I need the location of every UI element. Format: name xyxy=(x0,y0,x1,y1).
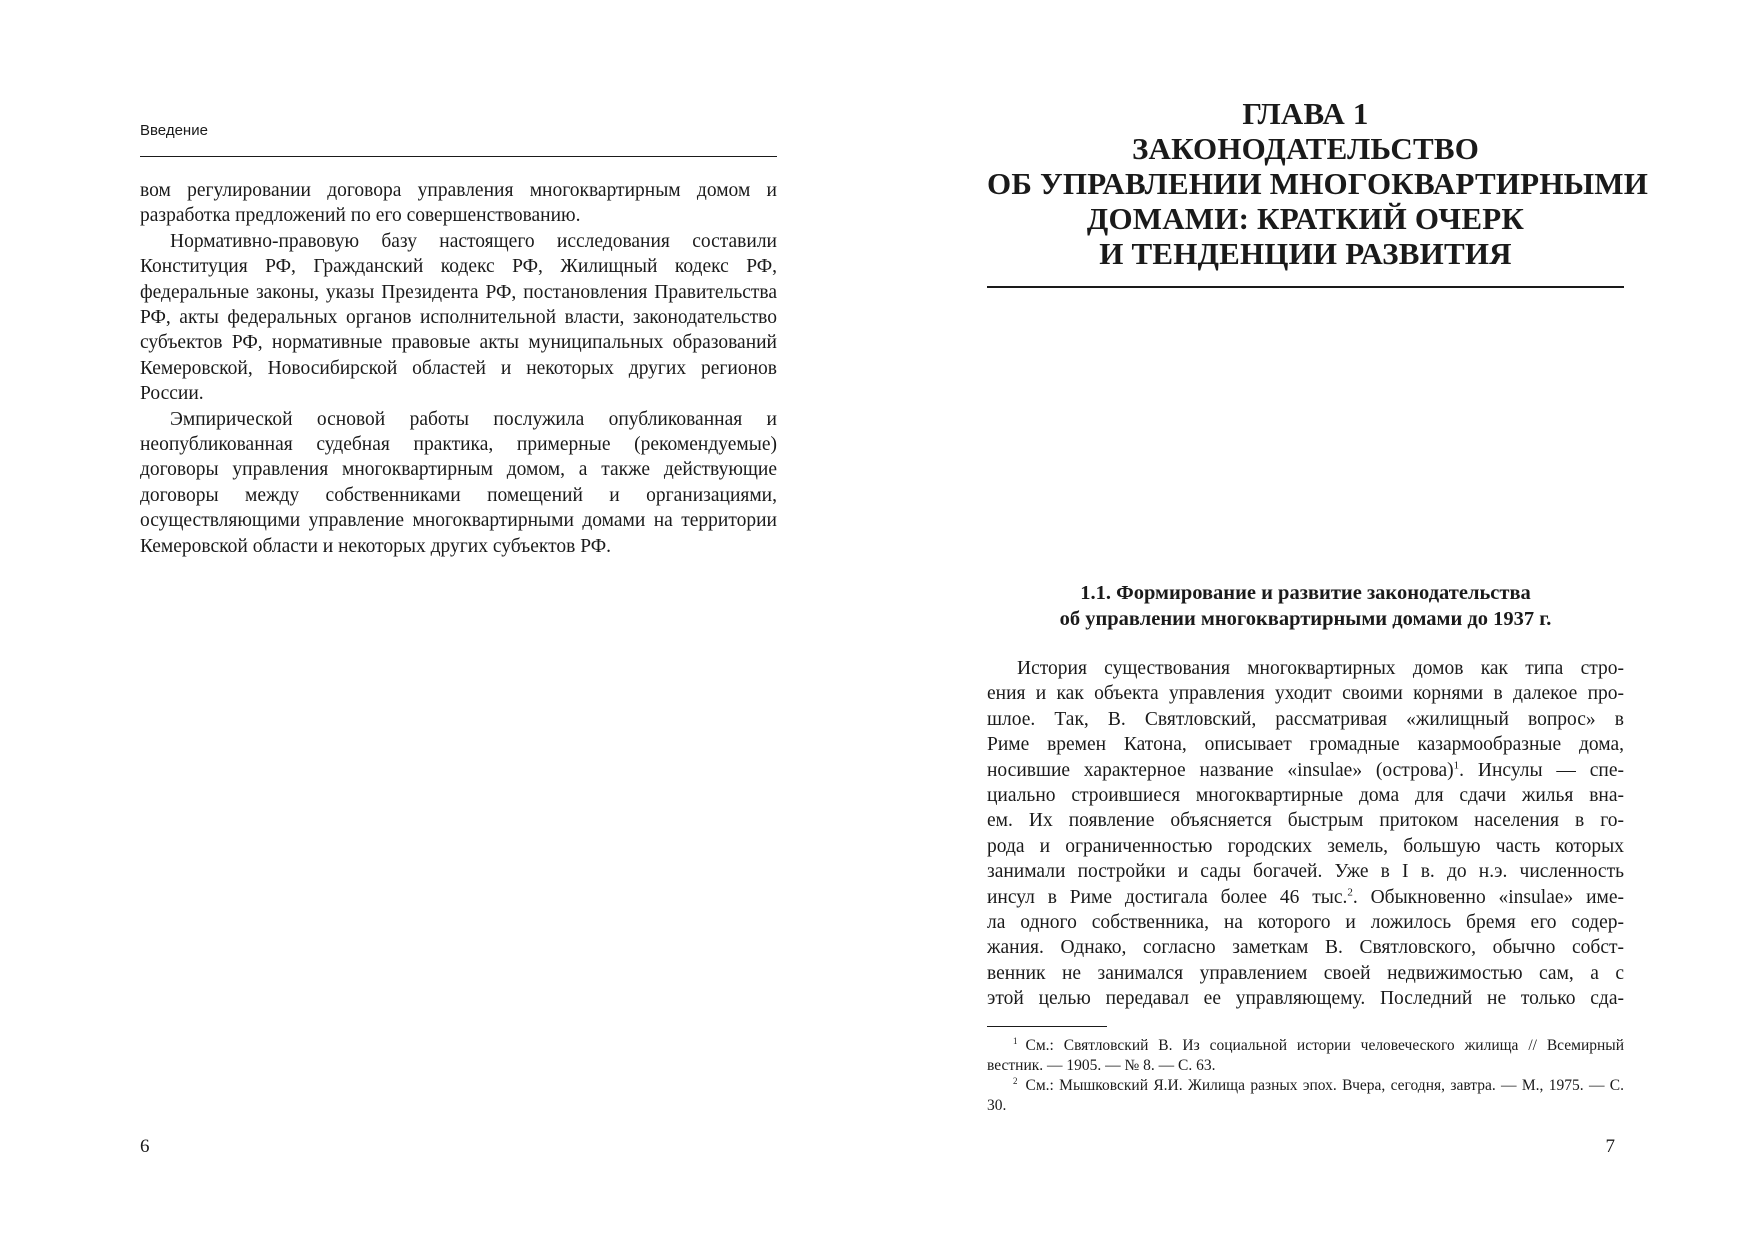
paragraph: Нормативно-правовую базу настоящего исследования составили Конституция РФ, Гражданский кодекс РФ, Жилищный кодекс РФ, федеральные законы, указы Президента РФ, постановления Правительства РФ, акты федеральных органов исполнительной власти, законодательство субъектов РФ, нормативные правовые акты муниципальных образований Кемеровской, Новосибирской областей и некоторых других регионов России. xyxy=(140,230,777,405)
footnote-mark: 2 xyxy=(1013,1075,1018,1086)
chapter-heading-line: И ТЕНДЕНЦИИ РАЗВИТИЯ xyxy=(1099,236,1512,271)
chapter-heading xyxy=(987,96,1649,271)
page-number-right: 7 xyxy=(1605,1136,1615,1157)
text-line: шлое. Так, В. Святловский, рассматривая «жилищный вопрос» в xyxy=(987,708,1624,730)
chapter-heading-line: ДОМАМИ: КРАТКИЙ ОЧЕРК xyxy=(1086,201,1525,236)
paragraph: вом регулировании договора управления многоквартирным домом и разработка предложений по его совершенствованию. xyxy=(140,180,777,227)
footnote-ref[interactable]: 2 xyxy=(1347,886,1353,899)
chapter-heading-line: ЗАКОНОДАТЕЛЬСТВО xyxy=(1131,131,1480,166)
left-page xyxy=(0,0,877,1241)
footnotes xyxy=(987,1036,1624,1116)
text-segment: носившие характерное название «insulae» (острова) xyxy=(987,759,1454,781)
text-line: этой целью передавал ее управляющему. Последний не только сда- xyxy=(987,988,1624,1010)
footnote-rule xyxy=(987,1026,1107,1027)
footnote-ref[interactable]: 1 xyxy=(1453,759,1460,772)
text-line: циально строившиеся многоквартирные дома для сдачи жилья вна- xyxy=(987,785,1624,807)
chapter-heading-line: ГЛАВА 1 xyxy=(1242,96,1369,131)
text-line: венник не занимался управлением своей недвижимостью сам, а с xyxy=(987,962,1624,984)
text-line: Риме времен Катона, описывает громадные казармообразные дома, xyxy=(987,734,1624,756)
paragraph: Эмпирической основой работы послужила опубликованная и неопубликованная судебная практика, примерные (рекомендуемые) договоры управления многоквартирным домом, а также действующие договоры между собственниками помещений и организациями, осуществляющими управление многоквартирными домами на территории Кемеровской области и некоторых других субъектов РФ. xyxy=(140,408,777,557)
running-head-rule xyxy=(140,156,777,157)
text-line: рода и ограниченностью городских земель, большую часть которых xyxy=(987,835,1624,857)
footnote xyxy=(987,1036,1624,1076)
left-body-text xyxy=(140,178,777,559)
text-line xyxy=(987,758,1624,783)
footnote xyxy=(987,1076,1624,1116)
section-title-line: 1.1. Формирование и развитие законодательства xyxy=(1080,582,1531,604)
running-head: Введение xyxy=(140,122,208,139)
section-title-line: об управлении многоквартирными домами до 1937 г. xyxy=(1059,608,1552,630)
chapter-rule xyxy=(987,286,1624,288)
text-line: ем. Их появление объясняется быстрым притоком населения в го- xyxy=(987,810,1624,832)
text-segment: инсул в Риме достигала более 46 тыс. xyxy=(987,886,1348,908)
chapter-heading-line: ОБ УПРАВЛЕНИИ МНОГОКВАРТИРНЫМИ xyxy=(987,166,1649,201)
text-line: ла одного собственника, на которого и ложилось бремя его содер- xyxy=(987,912,1624,934)
text-segment: . Инсулы — спе- xyxy=(1459,759,1624,781)
text-line: ения и как объекта управления уходит своими корнями в далекое про- xyxy=(987,683,1624,705)
right-page xyxy=(877,0,1755,1241)
section-title xyxy=(987,580,1624,632)
page-number-left: 6 xyxy=(140,1136,150,1157)
footnote-text: См.: Святловский В. Из социальной истории человеческого жилища // Всемирный вестник. — 1905. — № 8. — С. 63. xyxy=(987,1037,1624,1074)
text-segment: . Обыкновенно «insulae» име- xyxy=(1352,886,1624,908)
text-line: занимали постройки и сады богачей. Уже в I в. до н.э. численность xyxy=(987,861,1624,883)
text-line xyxy=(987,885,1624,910)
footnote-mark: 1 xyxy=(1013,1035,1018,1046)
text-line: История существования многоквартирных домов как типа стро- xyxy=(1017,658,1624,679)
right-body-text xyxy=(987,656,1624,1012)
text-line: жания. Однако, согласно заметкам В. Святловского, обычно собст- xyxy=(987,937,1624,959)
footnote-text: См.: Мышковский Я.И. Жилища разных эпох. Вчера, сегодня, завтра. — М., 1975. — С. 30. xyxy=(987,1077,1624,1114)
